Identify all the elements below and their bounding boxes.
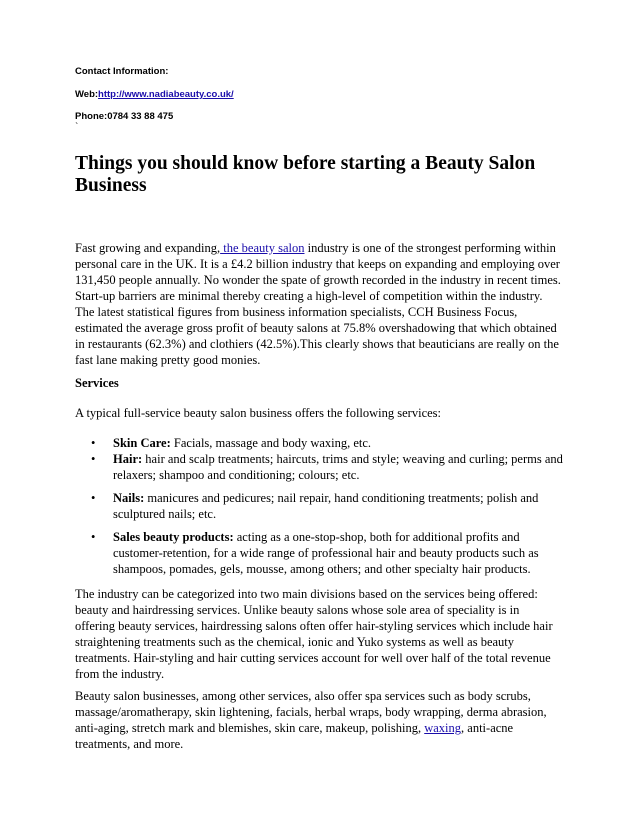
- intro-line: Start-up barriers are minimal thereby creating a high-level of competition within the industry.: [75, 289, 543, 303]
- list-item: [113, 490, 538, 506]
- list-item-text: hair and scalp treatments; haircuts, trims and style; weaving and curling; perms and: [142, 452, 563, 466]
- title-line-2: Business: [75, 175, 147, 196]
- list-item-continuation: customer-retention, for a wide range of professional hair and beauty products such as: [113, 546, 539, 560]
- contact-phone: Phone:0784 33 88 475: [75, 111, 174, 122]
- list-item-continuation: relaxers; shampoo and conditioning; colours; etc.: [113, 468, 360, 482]
- bullet-glyph: •: [91, 436, 96, 450]
- intro-text: Fast growing and expanding,: [75, 241, 221, 255]
- divisions-line: from the industry.: [75, 667, 165, 681]
- list-item-label: Sales beauty products:: [113, 530, 234, 544]
- intro-line: fast lane making pretty good monies.: [75, 353, 261, 367]
- website-link[interactable]: http://www.nadiabeauty.co.uk/: [98, 89, 234, 100]
- divisions-line: offering beauty services, hairdressing salons often offer hair-styling services which include hair: [75, 619, 553, 633]
- intro-line: estimated the average gross profit of beauty salons at 75.8% overshadowing that which obtained: [75, 321, 557, 335]
- web-label: Web:: [75, 89, 99, 100]
- spa-line: Beauty salon businesses, among other services, also offer spa services such as body scrubs,: [75, 689, 531, 703]
- list-item-label: Nails:: [113, 491, 145, 505]
- bullet-glyph: •: [91, 452, 96, 466]
- spa-text: , anti-acne: [461, 721, 514, 735]
- divisions-line: beauty and hairdressing services. Unlike beauty salons whose sole area of speciality is in: [75, 603, 520, 617]
- intro-text: industry is one of the strongest performing within: [304, 241, 556, 255]
- spa-line: massage/aromatherapy, skin lightening, facials, herbal wraps, body wrapping, derma abrasion,: [75, 705, 547, 719]
- list-item-text: acting as a one-stop-shop, both for additional profits and: [233, 530, 520, 544]
- list-item-text: manicures and pedicures; nail repair, hand conditioning treatments; polish and: [144, 491, 539, 505]
- divisions-line: treatments. Hair-styling and hair cutting services account for well over half of the total revenue: [75, 651, 551, 665]
- spa-text: anti-aging, stretch mark and blemishes, skin care, makeup, polishing,: [75, 721, 425, 735]
- list-item-text: Facials, massage and body waxing, etc.: [170, 436, 372, 450]
- services-lead: A typical full-service beauty salon business offers the following services:: [75, 406, 441, 420]
- list-item: [113, 451, 563, 467]
- waxing-link[interactable]: waxing: [424, 721, 462, 735]
- spa-line: [75, 720, 513, 736]
- list-item-continuation: shampoos, pomades, gels, mousse, among others; and other specialty hair products.: [113, 562, 531, 576]
- contact-web: [75, 89, 234, 100]
- list-item-continuation: sculptured nails; etc.: [113, 507, 217, 521]
- bullet-glyph: •: [91, 530, 96, 544]
- intro-line: [75, 240, 556, 256]
- spa-line: treatments, and more.: [75, 737, 184, 751]
- intro-line: personal care in the UK. It is a £4.2 billion industry that keeps on expanding and employing over: [75, 257, 560, 271]
- divisions-line: straightening treatments such as the chemical, ionic and Yuko systems as well as beauty: [75, 635, 515, 649]
- list-item: [113, 529, 520, 545]
- list-item-label: Skin Care:: [113, 436, 171, 450]
- intro-line: The latest statistical figures from business information specialists, CCH Business Focus,: [75, 305, 518, 319]
- bullet-glyph: •: [91, 491, 96, 505]
- intro-line: in restaurants (62.3%) and clothiers (42.5%).This clearly shows that beauticians are really on the: [75, 337, 559, 351]
- stray-mark: `: [75, 122, 79, 133]
- services-heading: Services: [75, 376, 119, 390]
- page-title: [75, 153, 575, 197]
- beauty-salon-link[interactable]: the beauty salon: [220, 241, 305, 255]
- divisions-line: The industry can be categorized into two main divisions based on the services being offered:: [75, 587, 538, 601]
- contact-heading: Contact Information:: [75, 66, 169, 77]
- list-item-label: Hair:: [113, 452, 143, 466]
- intro-line: 131,450 people annually. No wonder the spate of growth recorded in the industry in recent times.: [75, 273, 561, 287]
- title-line-1: Things you should know before starting a Beauty Salon: [75, 153, 536, 174]
- list-item: [113, 435, 371, 451]
